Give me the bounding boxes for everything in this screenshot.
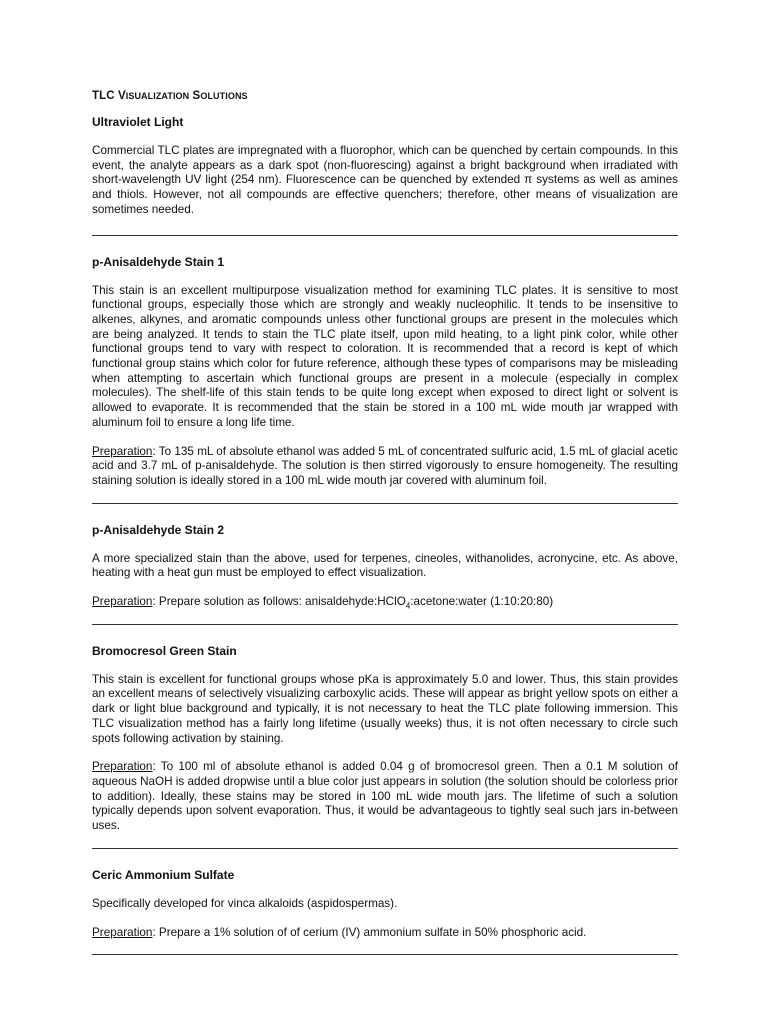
preparation-label: Preparation bbox=[92, 760, 153, 774]
section-divider bbox=[92, 848, 678, 849]
document-page bbox=[92, 90, 678, 974]
section-p-anisaldehyde-stain-1 bbox=[92, 255, 678, 489]
section-bromocresol-green-stain bbox=[92, 644, 678, 834]
section-divider bbox=[92, 624, 678, 625]
section-paragraph: This stain is an excellent multipurpose visualization method for examining TLC plates. It is sensitive to most functional groups, especially those which are strongly and weakly nucleophilic. It tends to be insensitive to alkenes, alkynes, and aromatic compounds unless other functional groups are present in the molecules which are being analyzed. It tends to stain the TLC plate itself, upon mild heating, to a light pink color, while other functional groups tend to vary with respect to coloration. It is recommended that a record is kept of which functional group stains which color for future reference, although these types of comparisons may be misleading when attempting to ascertain which functional groups are present in a molecule (especially in complex molecules). The shelf-life of this stain tends to be quite long except when exposed to direct light or solvent is allowed to evaporate. It is recommended that the stain be stored in a 100 mL wide mouth jar wrapped with aluminum foil to ensure a long life time. bbox=[92, 283, 678, 429]
section-divider bbox=[92, 954, 678, 955]
preparation-paragraph: Preparation: Prepare solution as follows: anisaldehyde:HClO$_4$:acetone:water (1:10:20:80) bbox=[92, 595, 554, 611]
preparation-label: Preparation bbox=[92, 595, 153, 609]
section-heading: Bromocresol Green Stain bbox=[92, 643, 237, 658]
section-heading: p-Anisaldehyde Stain 1 bbox=[92, 254, 225, 269]
section-p-anisaldehyde-stain-2 bbox=[92, 523, 678, 610]
preparation-paragraph bbox=[92, 445, 678, 489]
preparation-text: : To 135 mL of absolute ethanol was added 5 mL of concentrated sulfuric acid, 1.5 mL of glacial acetic acid and 3.7 mL of p-anisaldehyde. The solution is then stirred vigorously to ensure homogeneity. The resulting staining solution is ideally stored in a 100 mL wide mouth jar covered with aluminum foil. bbox=[92, 444, 678, 487]
preparation-text: : Prepare a 1% solution of of cerium (IV) ammonium sulfate in 50% phosphoric acid. bbox=[152, 925, 587, 939]
section-ceric-ammonium-sulfate bbox=[92, 868, 678, 940]
preparation-label: Preparation bbox=[92, 925, 153, 939]
section-heading: Ultraviolet Light bbox=[92, 115, 184, 129]
section-heading: p-Anisaldehyde Stain 2 bbox=[92, 522, 225, 537]
section-paragraph: A more specialized stain than the above, used for terpenes, cineoles, withanolides, acronycine, etc. As above, heating with a heat gun must be employed to effect visualization. bbox=[92, 551, 678, 580]
preparation-text: : To 100 ml of absolute ethanol is added 0.04 g of bromocresol green. Then a 0.1 M solution of aqueous NaOH is added dropwise until a blue color just appears in solution (the solution should be colorless prior to addition). Ideally, these stains may be stored in 100 mL wide mouth jars. The lifetime of such a solution typically depends upon solvent evaporation. Thus, it would be advantageous to tightly seal such jars in-between uses. bbox=[92, 760, 679, 833]
section-paragraph: Specifically developed for vinca alkaloids (aspidospermas). bbox=[92, 896, 398, 910]
section-paragraph: This stain is excellent for functional groups whose pKa is approximately 5.0 and lower. Thus, this stain provides an excellent means of selectively visualizing carboxylic acids. These will appear as bright yellow spots on either a dark or light blue background and typically, it is not necessary to heat the TLC plate following immersion. This TLC visualization method has a fairly long lifetime (usually weeks) thus, it is not often necessary to circle such spots following activation by staining. bbox=[92, 672, 678, 745]
section-paragraph: Commercial TLC plates are impregnated with a fluorophor, which can be quenched by certain compounds. In this event, the analyte appears as a dark spot (non-fluorescing) against a bright background when irradiated with short-wavelength UV light (254 nm). Fluorescence can be quenched by extended π systems as well as amines and thiols. However, not all compounds are effective quenchers; therefore, other means of visualization are sometimes needed. bbox=[92, 144, 678, 216]
document-title: TLC VISUALIZATION SOLUTIONS bbox=[92, 90, 248, 102]
section-divider bbox=[92, 503, 678, 504]
section-ultraviolet-light bbox=[92, 115, 678, 218]
section-divider bbox=[92, 235, 678, 236]
preparation-paragraph bbox=[92, 926, 678, 941]
preparation-label: Preparation bbox=[92, 444, 153, 458]
preparation-paragraph bbox=[92, 760, 678, 834]
section-heading: Ceric Ammonium Sulfate bbox=[92, 867, 235, 882]
